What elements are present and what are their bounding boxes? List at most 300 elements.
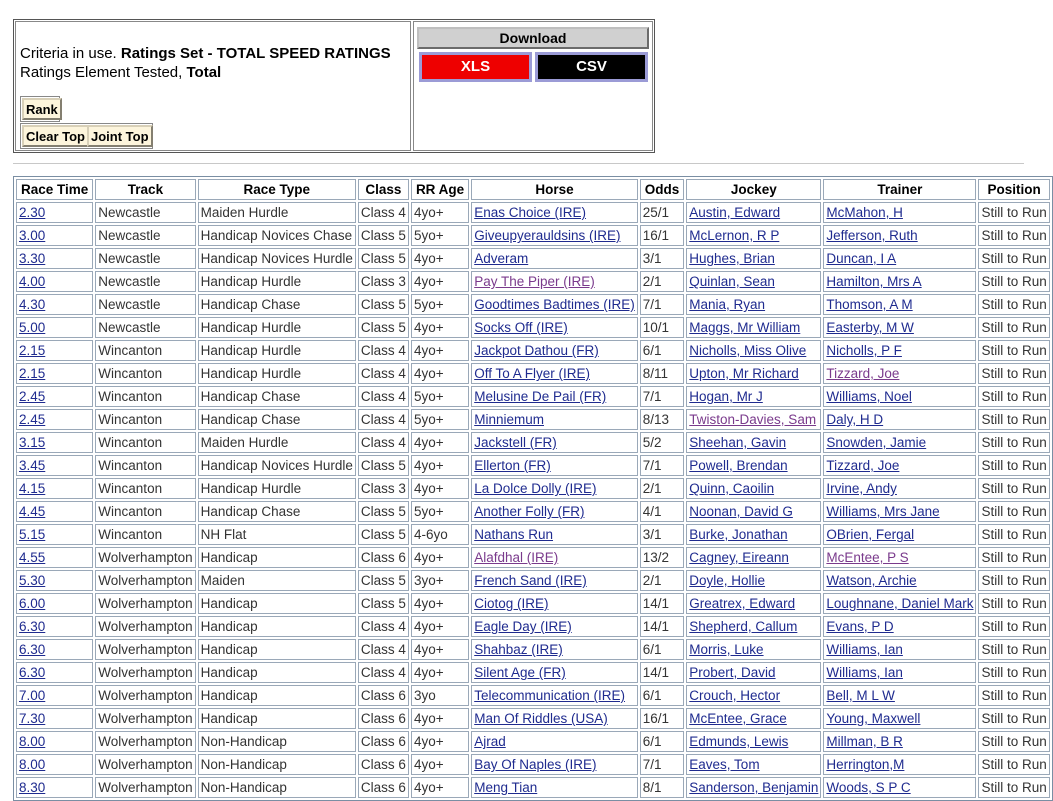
trainer-link[interactable]: OBrien, Fergal	[826, 527, 915, 542]
trainer-link[interactable]: Loughnane, Daniel Mark	[826, 596, 974, 611]
table-row	[16, 455, 1050, 476]
clear-top-button[interactable]: Clear Top	[22, 125, 89, 147]
cell-jockey	[686, 248, 821, 269]
cell-trainer	[823, 432, 976, 453]
cell-horse	[471, 639, 638, 660]
col-header-trainer: Trainer	[823, 179, 976, 200]
cell-race-type: Handicap Hurdle	[198, 340, 356, 361]
jockey-link[interactable]: Sanderson, Benjamin	[689, 780, 819, 795]
cell-horse	[471, 455, 638, 476]
csv-download-button[interactable]: CSV	[535, 52, 648, 82]
cell-class: Class 4	[358, 432, 409, 453]
cell-horse	[471, 570, 638, 591]
race-time-link[interactable]: 5.30	[19, 573, 46, 588]
table-row	[16, 662, 1050, 683]
race-time-link[interactable]: 2.15	[19, 366, 46, 381]
cell-position: Still to Run	[978, 685, 1049, 706]
cell-class: Class 5	[358, 294, 409, 315]
cell-jockey	[686, 708, 821, 729]
cell-odds: 6/1	[640, 685, 685, 706]
trainer-link[interactable]: Young, Maxwell	[826, 711, 921, 726]
race-time-link[interactable]: 8.30	[19, 780, 46, 795]
horse-link[interactable]: Jackpot Dathou (FR)	[474, 343, 599, 358]
cell-odds: 8/11	[640, 363, 685, 384]
trainer-link[interactable]: Watson, Archie	[826, 573, 917, 588]
cell-horse	[471, 777, 638, 798]
cell-odds: 7/1	[640, 386, 685, 407]
race-time-link[interactable]: 6.00	[19, 596, 46, 611]
cell-horse	[471, 754, 638, 775]
horse-link[interactable]: Melusine De Pail (FR)	[474, 389, 607, 404]
table-row	[16, 593, 1050, 614]
cell-position: Still to Run	[978, 202, 1049, 223]
cell-trainer	[823, 202, 976, 223]
cell-track: Wolverhampton	[95, 777, 195, 798]
cell-race-time	[16, 547, 93, 568]
race-time-link[interactable]: 4.55	[19, 550, 46, 565]
cell-horse	[471, 294, 638, 315]
trainer-link[interactable]: McMahon, H	[826, 205, 903, 220]
cell-horse	[471, 524, 638, 545]
cell-trainer	[823, 501, 976, 522]
trainer-link[interactable]: Williams, Ian	[826, 642, 903, 657]
race-time-link[interactable]: 8.00	[19, 734, 46, 749]
trainer-link[interactable]: Herrington,M	[826, 757, 905, 772]
cell-rr-age: 3yo	[411, 685, 469, 706]
cell-position: Still to Run	[978, 363, 1049, 384]
cell-position: Still to Run	[978, 409, 1049, 430]
cell-track: Wincanton	[95, 432, 195, 453]
cell-class: Class 6	[358, 754, 409, 775]
trainer-link[interactable]: Tizzard, Joe	[826, 366, 900, 381]
cell-race-type: Handicap Chase	[198, 294, 356, 315]
table-row	[16, 478, 1050, 499]
cell-trainer	[823, 754, 976, 775]
table-row	[16, 363, 1050, 384]
cell-trainer	[823, 248, 976, 269]
race-time-link[interactable]: 4.45	[19, 504, 46, 519]
cell-jockey	[686, 455, 821, 476]
cell-track: Wolverhampton	[95, 616, 195, 637]
cell-horse	[471, 547, 638, 568]
jockey-link[interactable]: McEntee, Grace	[689, 711, 787, 726]
joint-top-button[interactable]: Joint Top	[87, 125, 153, 147]
cell-class: Class 6	[358, 547, 409, 568]
cell-rr-age: 5yo+	[411, 386, 469, 407]
cell-rr-age: 4yo+	[411, 593, 469, 614]
race-time-link[interactable]: 7.30	[19, 711, 46, 726]
cell-race-time	[16, 524, 93, 545]
separator	[13, 163, 1024, 164]
race-time-link[interactable]: 3.15	[19, 435, 46, 450]
cell-trainer	[823, 478, 976, 499]
element-value: Total	[186, 64, 222, 81]
trainer-link[interactable]: Thomson, A M	[826, 297, 913, 312]
cell-horse	[471, 317, 638, 338]
trainer-link[interactable]: Nicholls, P F	[826, 343, 902, 358]
jockey-link[interactable]: Greatrex, Edward	[689, 596, 796, 611]
jockey-link[interactable]: Nicholls, Miss Olive	[689, 343, 807, 358]
trainer-link[interactable]: Duncan, I A	[826, 251, 897, 266]
horse-link[interactable]: Alafdhal (IRE)	[474, 550, 559, 565]
trainer-link[interactable]: McEntee, P S	[826, 550, 909, 565]
cell-class: Class 5	[358, 317, 409, 338]
table-row	[16, 547, 1050, 568]
cell-class: Class 5	[358, 570, 409, 591]
cell-race-time	[16, 501, 93, 522]
trainer-link[interactable]: Snowden, Jamie	[826, 435, 927, 450]
horse-link[interactable]: Jackstell (FR)	[474, 435, 557, 450]
table-row	[16, 777, 1050, 798]
col-header-horse: Horse	[471, 179, 638, 200]
cell-class: Class 5	[358, 501, 409, 522]
horse-link[interactable]: Enas Choice (IRE)	[474, 205, 586, 220]
cell-horse	[471, 593, 638, 614]
cell-jockey	[686, 731, 821, 752]
cell-class: Class 3	[358, 478, 409, 499]
cell-horse	[471, 731, 638, 752]
cell-horse	[471, 432, 638, 453]
table-row	[16, 616, 1050, 637]
rank-button[interactable]: Rank	[22, 98, 62, 120]
col-header-position: Position	[978, 179, 1049, 200]
col-header-odds: Odds	[640, 179, 685, 200]
horse-link[interactable]: Nathans Run	[474, 527, 554, 542]
cell-race-time	[16, 340, 93, 361]
jockey-link[interactable]: Hogan, Mr J	[689, 389, 763, 404]
jockey-link[interactable]: Morris, Luke	[689, 642, 764, 657]
cell-odds: 14/1	[640, 593, 685, 614]
jockey-link[interactable]: Noonan, David G	[689, 504, 793, 519]
cell-race-time	[16, 478, 93, 499]
cell-rr-age: 4yo+	[411, 478, 469, 499]
cell-rr-age: 4yo+	[411, 432, 469, 453]
cell-odds: 13/2	[640, 547, 685, 568]
cell-race-type: Non-Handicap	[198, 777, 356, 798]
cell-track: Newcastle	[95, 248, 195, 269]
cell-horse	[471, 363, 638, 384]
cell-position: Still to Run	[978, 432, 1049, 453]
cell-track: Wincanton	[95, 524, 195, 545]
cell-race-type: Handicap Hurdle	[198, 478, 356, 499]
cell-trainer	[823, 524, 976, 545]
horse-link[interactable]: Ciotog (IRE)	[474, 596, 549, 611]
cell-class: Class 5	[358, 593, 409, 614]
jockey-link[interactable]: Burke, Jonathan	[689, 527, 788, 542]
jockey-link[interactable]: Powell, Brendan	[689, 458, 788, 473]
cell-track: Wincanton	[95, 501, 195, 522]
race-time-link[interactable]: 3.30	[19, 251, 46, 266]
cell-jockey	[686, 225, 821, 246]
race-time-link[interactable]: 2.45	[19, 412, 46, 427]
cell-odds: 16/1	[640, 225, 685, 246]
cell-trainer	[823, 662, 976, 683]
jockey-link[interactable]: Austin, Edward	[689, 205, 781, 220]
cell-race-type: Handicap	[198, 685, 356, 706]
cell-race-type: Handicap Novices Hurdle	[198, 248, 356, 269]
jockey-link[interactable]: Cagney, Eireann	[689, 550, 789, 565]
cell-track: Wolverhampton	[95, 754, 195, 775]
table-row	[16, 248, 1050, 269]
cell-track: Wolverhampton	[95, 708, 195, 729]
download-header: Download	[417, 27, 649, 49]
cell-race-time	[16, 363, 93, 384]
cell-class: Class 6	[358, 708, 409, 729]
cell-position: Still to Run	[978, 616, 1049, 637]
race-time-link[interactable]: 4.00	[19, 274, 46, 289]
cell-jockey	[686, 202, 821, 223]
cell-odds: 3/1	[640, 524, 685, 545]
cell-race-time	[16, 708, 93, 729]
jockey-link[interactable]: Edmunds, Lewis	[689, 734, 789, 749]
cell-race-type: Handicap Chase	[198, 501, 356, 522]
cell-class: Class 4	[358, 202, 409, 223]
jockey-link[interactable]: McLernon, R P	[689, 228, 780, 243]
cell-race-time	[16, 317, 93, 338]
cell-odds: 25/1	[640, 202, 685, 223]
table-row	[16, 754, 1050, 775]
cell-horse	[471, 225, 638, 246]
horse-link[interactable]: Minniemum	[474, 412, 544, 427]
cell-race-time	[16, 731, 93, 752]
horse-link[interactable]: French Sand (IRE)	[474, 573, 587, 588]
download-cell	[413, 21, 653, 151]
cell-position: Still to Run	[978, 731, 1049, 752]
race-time-link[interactable]: 6.30	[19, 642, 46, 657]
cell-track: Wincanton	[95, 340, 195, 361]
horse-link[interactable]: La Dolce Dolly (IRE)	[474, 481, 597, 496]
cell-class: Class 5	[358, 248, 409, 269]
cell-race-time	[16, 639, 93, 660]
cell-position: Still to Run	[978, 547, 1049, 568]
cell-horse	[471, 409, 638, 430]
jockey-link[interactable]: Shepherd, Callum	[689, 619, 798, 634]
jockey-link[interactable]: Sheehan, Gavin	[689, 435, 787, 450]
jockey-link[interactable]: Crouch, Hector	[689, 688, 781, 703]
race-time-link[interactable]: 6.30	[19, 619, 46, 634]
cell-position: Still to Run	[978, 777, 1049, 798]
table-row	[16, 202, 1050, 223]
cell-odds: 6/1	[640, 639, 685, 660]
table-row	[16, 432, 1050, 453]
cell-class: Class 3	[358, 271, 409, 292]
cell-jockey	[686, 386, 821, 407]
table-row	[16, 639, 1050, 660]
cell-horse	[471, 708, 638, 729]
trainer-link[interactable]: Hamilton, Mrs A	[826, 274, 922, 289]
cell-position: Still to Run	[978, 501, 1049, 522]
race-time-link[interactable]: 3.45	[19, 458, 46, 473]
cell-odds: 2/1	[640, 570, 685, 591]
horse-link[interactable]: Bay Of Naples (IRE)	[474, 757, 597, 772]
criteria-cell	[15, 21, 411, 151]
trainer-link[interactable]: Daly, H D	[826, 412, 884, 427]
cell-odds: 14/1	[640, 616, 685, 637]
jockey-link[interactable]: Upton, Mr Richard	[689, 366, 799, 381]
race-time-link[interactable]: 2.30	[19, 205, 46, 220]
race-time-link[interactable]: 4.15	[19, 481, 46, 496]
cell-race-type: Handicap Hurdle	[198, 317, 356, 338]
cell-rr-age: 4-6yo	[411, 524, 469, 545]
trainer-link[interactable]: Tizzard, Joe	[826, 458, 900, 473]
horse-link[interactable]: Ellerton (FR)	[474, 458, 551, 473]
horse-link[interactable]: Eagle Day (IRE)	[474, 619, 572, 634]
cell-position: Still to Run	[978, 570, 1049, 591]
cell-trainer	[823, 547, 976, 568]
cell-odds: 2/1	[640, 478, 685, 499]
cell-track: Newcastle	[95, 317, 195, 338]
cell-track: Wolverhampton	[95, 593, 195, 614]
trainer-link[interactable]: Bell, M L W	[826, 688, 895, 703]
cell-horse	[471, 478, 638, 499]
jockey-link[interactable]: Probert, David	[689, 665, 776, 680]
cell-rr-age: 4yo+	[411, 248, 469, 269]
cell-rr-age: 5yo+	[411, 501, 469, 522]
jockey-link[interactable]: Doyle, Hollie	[689, 573, 766, 588]
cell-rr-age: 4yo+	[411, 455, 469, 476]
cell-race-time	[16, 616, 93, 637]
trainer-link[interactable]: Irvine, Andy	[826, 481, 897, 496]
cell-class: Class 4	[358, 662, 409, 683]
cell-odds: 10/1	[640, 317, 685, 338]
cell-race-time	[16, 432, 93, 453]
race-time-link[interactable]: 8.00	[19, 757, 46, 772]
horse-link[interactable]: Another Folly (FR)	[474, 504, 585, 519]
cell-race-time	[16, 386, 93, 407]
cell-race-time	[16, 248, 93, 269]
cell-trainer	[823, 639, 976, 660]
jockey-link[interactable]: Twiston-Davies, Sam	[689, 412, 817, 427]
horse-link[interactable]: Shahbaz (IRE)	[474, 642, 563, 657]
race-time-link[interactable]: 5.00	[19, 320, 46, 335]
table-row	[16, 317, 1050, 338]
col-header-rr-age: RR Age	[411, 179, 469, 200]
cell-horse	[471, 271, 638, 292]
trainer-link[interactable]: Easterby, M W	[826, 320, 914, 335]
cell-trainer	[823, 317, 976, 338]
jockey-link[interactable]: Quinlan, Sean	[689, 274, 775, 289]
cell-trainer	[823, 363, 976, 384]
cell-jockey	[686, 524, 821, 545]
cell-class: Class 4	[358, 363, 409, 384]
cell-horse	[471, 340, 638, 361]
cell-trainer	[823, 685, 976, 706]
cell-position: Still to Run	[978, 271, 1049, 292]
cell-track: Newcastle	[95, 271, 195, 292]
horse-link[interactable]: Adveram	[474, 251, 529, 266]
cell-race-type: Handicap Novices Chase	[198, 225, 356, 246]
col-header-class: Class	[358, 179, 409, 200]
horse-link[interactable]: Goodtimes Badtimes (IRE)	[474, 297, 635, 312]
cell-position: Still to Run	[978, 248, 1049, 269]
trainer-link[interactable]: Millman, B R	[826, 734, 903, 749]
cell-class: Class 5	[358, 455, 409, 476]
cell-jockey	[686, 593, 821, 614]
trainer-link[interactable]: Williams, Mrs Jane	[826, 504, 940, 519]
cell-race-time	[16, 202, 93, 223]
horse-link[interactable]: Off To A Flyer (IRE)	[474, 366, 590, 381]
cell-trainer	[823, 340, 976, 361]
cell-race-type: Handicap	[198, 593, 356, 614]
cell-odds: 5/2	[640, 432, 685, 453]
cell-position: Still to Run	[978, 524, 1049, 545]
cell-race-type: Handicap	[198, 547, 356, 568]
cell-track: Wolverhampton	[95, 662, 195, 683]
horse-link[interactable]: Telecommunication (IRE)	[474, 688, 626, 703]
trainer-link[interactable]: Jefferson, Ruth	[826, 228, 918, 243]
cell-position: Still to Run	[978, 386, 1049, 407]
horse-link[interactable]: Meng Tian	[474, 780, 538, 795]
trainer-link[interactable]: Woods, S P C	[826, 780, 911, 795]
cell-race-type: Handicap Hurdle	[198, 363, 356, 384]
horse-link[interactable]: Silent Age (FR)	[474, 665, 566, 680]
trainer-link[interactable]: Evans, P D	[826, 619, 894, 634]
horse-link[interactable]: Ajrad	[474, 734, 506, 749]
race-time-link[interactable]: 5.15	[19, 527, 46, 542]
cell-rr-age: 4yo+	[411, 616, 469, 637]
criteria-prefix: Criteria in use.	[20, 45, 117, 62]
xls-download-button[interactable]: XLS	[419, 52, 532, 82]
cell-race-type: Handicap Novices Hurdle	[198, 455, 356, 476]
cell-trainer	[823, 455, 976, 476]
cell-jockey	[686, 570, 821, 591]
table-row	[16, 501, 1050, 522]
cell-race-time	[16, 409, 93, 430]
race-time-link[interactable]: 7.00	[19, 688, 46, 703]
cell-trainer	[823, 777, 976, 798]
race-time-link[interactable]: 2.15	[19, 343, 46, 358]
cell-track: Wincanton	[95, 386, 195, 407]
cell-trainer	[823, 225, 976, 246]
horse-link[interactable]: Giveupyerauldsins (IRE)	[474, 228, 621, 243]
cell-trainer	[823, 731, 976, 752]
cell-race-time	[16, 455, 93, 476]
jockey-link[interactable]: Quinn, Caoilin	[689, 481, 775, 496]
cell-race-time	[16, 294, 93, 315]
cell-race-type: Maiden Hurdle	[198, 432, 356, 453]
jockey-link[interactable]: Eaves, Tom	[689, 757, 760, 772]
cell-position: Still to Run	[978, 662, 1049, 683]
cell-horse	[471, 662, 638, 683]
trainer-link[interactable]: Williams, Noel	[826, 389, 912, 404]
cell-class: Class 6	[358, 731, 409, 752]
cell-odds: 6/1	[640, 731, 685, 752]
race-time-link[interactable]: 6.30	[19, 665, 46, 680]
cell-track: Newcastle	[95, 202, 195, 223]
horse-link[interactable]: Pay The Piper (IRE)	[474, 274, 595, 289]
cell-race-type: Handicap Hurdle	[198, 271, 356, 292]
results-table-header	[16, 179, 1050, 200]
horse-link[interactable]: Socks Off (IRE)	[474, 320, 568, 335]
jockey-link[interactable]: Hughes, Brian	[689, 251, 775, 266]
horse-link[interactable]: Man Of Riddles (USA)	[474, 711, 608, 726]
cell-class: Class 4	[358, 386, 409, 407]
race-time-link[interactable]: 4.30	[19, 297, 46, 312]
race-time-link[interactable]: 2.45	[19, 389, 46, 404]
cell-horse	[471, 248, 638, 269]
cell-race-type: Non-Handicap	[198, 731, 356, 752]
cell-position: Still to Run	[978, 455, 1049, 476]
cell-race-time	[16, 593, 93, 614]
jockey-link[interactable]: Maggs, Mr William	[689, 320, 801, 335]
cell-position: Still to Run	[978, 478, 1049, 499]
jockey-link[interactable]: Mania, Ryan	[689, 297, 766, 312]
trainer-link[interactable]: Williams, Ian	[826, 665, 903, 680]
cell-odds: 16/1	[640, 708, 685, 729]
cell-rr-age: 5yo+	[411, 294, 469, 315]
race-time-link[interactable]: 3.00	[19, 228, 46, 243]
cell-rr-age: 4yo+	[411, 754, 469, 775]
